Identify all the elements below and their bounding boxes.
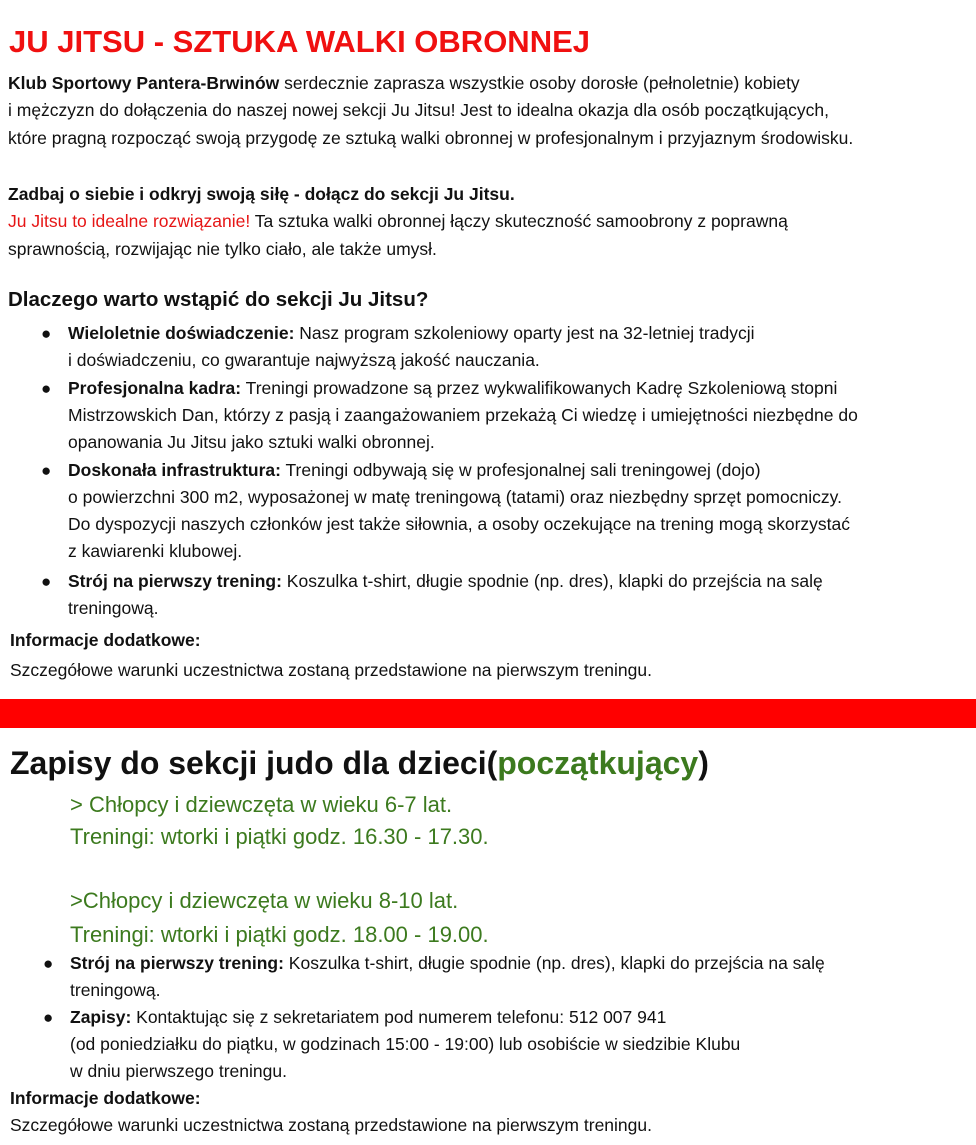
- bullet-dot: ●: [41, 461, 52, 480]
- bullet-text: Treningi odbywają się w profesjonalnej sali treningowej (dojo): [280, 460, 761, 480]
- list-item: [10, 950, 956, 1004]
- intro-line-3: które pragną rozpocząć swoją przygodę ze sztuką walki obronnej w profesjonalnym i przyjaznym środowisku.: [8, 128, 854, 148]
- ideal-line-1: [8, 207, 952, 235]
- club-name: Klub Sportowy Pantera-Brwinów: [8, 73, 280, 93]
- bullet-text: Koszulka t-shirt, długie spodnie (np. dres), klapki do przejścia na salę: [281, 571, 823, 591]
- bullet-dot: ●: [43, 954, 54, 973]
- subheading: Zadbaj o siebie i odkryj swoją siłę - dołącz do sekcji Ju Jitsu.: [8, 184, 515, 204]
- bullet-label: Doskonała infrastruktura:: [68, 460, 281, 480]
- bullet-label: Zapisy:: [70, 1007, 132, 1027]
- judo-bullet-list: [10, 950, 956, 1085]
- group1-schedule: Treningi: wtorki i piątki godz. 16.30 - 17.30.: [70, 824, 489, 849]
- intro-line-2: i mężczyzn do dołączenia do naszej nowej sekcji Ju Jitsu! Jest to idealna okazja dla osób początkujących,: [8, 100, 829, 120]
- bullet-text: o powierzchni 300 m2, wyposażonej w matę treningową (tatami) oraz niezbędny sprzęt pomocniczy.: [68, 487, 842, 507]
- bullet-text: treningową.: [68, 598, 159, 618]
- intro-line-1: [8, 69, 958, 97]
- jujitsu-title: JU JITSU - SZTUKA WALKI OBRONNEJ: [9, 24, 590, 59]
- bullet-text: Nasz program szkoleniowy oparty jest na 32-letniej tradycji: [294, 323, 755, 343]
- bullet-label: Profesjonalna kadra:: [68, 378, 242, 398]
- section-divider: [0, 699, 976, 728]
- judo-title-text: Zapisy do sekcji judo dla dzieci(: [10, 745, 498, 781]
- group2-age: >Chłopcy i dziewczęta w wieku 8-10 lat.: [70, 888, 459, 913]
- bullet-label: Wieloletnie doświadczenie:: [68, 323, 295, 343]
- bullet-dot: ●: [41, 379, 52, 398]
- bullet-label: Strój na pierwszy trening:: [68, 571, 282, 591]
- bullet-text: w dniu pierwszego treningu.: [70, 1061, 287, 1081]
- group2-schedule: Treningi: wtorki i piątki godz. 18.00 - 19.00.: [70, 922, 489, 947]
- list-item: [8, 320, 956, 374]
- judo-info-heading: Informacje dodatkowe:: [10, 1088, 201, 1108]
- bullet-text: Koszulka t-shirt, długie spodnie (np. dres), klapki do przejścia na salę: [283, 953, 825, 973]
- bullet-text: opanowania Ju Jitsu jako sztuki walki obronnej.: [68, 432, 435, 452]
- list-item: [8, 568, 956, 622]
- judo-info-text: Szczegółowe warunki uczestnictwa zostaną przedstawione na pierwszym treningu.: [10, 1115, 652, 1135]
- bullet-text: z kawiarenki klubowej.: [68, 541, 243, 561]
- bullet-text: Mistrzowskich Dan, którzy z pasją i zaangażowaniem przekażą Ci wiedzę i umiejętności niezbędne do: [68, 405, 858, 425]
- bullet-text: treningową.: [70, 980, 161, 1000]
- list-item: [10, 1004, 956, 1085]
- bullet-dot: ●: [41, 324, 52, 343]
- judo-title-close: ): [698, 745, 709, 781]
- judo-title-green: początkujący: [497, 745, 699, 781]
- bullet-dot: ●: [43, 1008, 54, 1027]
- ideal-text: Ta sztuka walki obronnej łączy skuteczność samoobrony z poprawną: [250, 211, 788, 231]
- ideal-line-2: sprawnością, rozwijając nie tylko ciało, ale także umysł.: [8, 239, 437, 259]
- why-heading: Dlaczego warto wstąpić do sekcji Ju Jitsu?: [8, 288, 429, 311]
- bullet-text: i doświadczeniu, co gwarantuje najwyższą jakość nauczania.: [68, 350, 540, 370]
- bullet-text: Treningi prowadzone są przez wykwalifikowanych Kadrę Szkoleniową stopni: [241, 378, 838, 398]
- group1-age: > Chłopcy i dziewczęta w wieku 6-7 lat.: [70, 792, 453, 817]
- bullet-label: Strój na pierwszy trening:: [70, 953, 284, 973]
- ideal-red-text: Ju Jitsu to idealne rozwiązanie!: [8, 211, 251, 231]
- list-item: [8, 457, 956, 565]
- intro-text-1: serdecznie zaprasza wszystkie osoby dorosłe (pełnoletnie) kobiety: [279, 73, 800, 93]
- bullet-text: Do dyspozycji naszych członków jest także siłownia, a osoby oczekujące na trening mogą skorzystać: [68, 514, 851, 534]
- list-item: [8, 375, 956, 456]
- bullet-dot: ●: [41, 572, 52, 591]
- judo-title: [10, 745, 709, 782]
- bullet-text: Kontaktując się z sekretariatem pod numerem telefonu: 512 007 941: [131, 1007, 667, 1027]
- jujitsu-info-text: Szczegółowe warunki uczestnictwa zostaną przedstawione na pierwszym treningu.: [10, 660, 652, 680]
- jujitsu-info-heading: Informacje dodatkowe:: [10, 630, 201, 650]
- jujitsu-bullet-list: [8, 320, 956, 622]
- bullet-text: (od poniedziałku do piątku, w godzinach 15:00 - 19:00) lub osobiście w siedzibie Klubu: [70, 1034, 741, 1054]
